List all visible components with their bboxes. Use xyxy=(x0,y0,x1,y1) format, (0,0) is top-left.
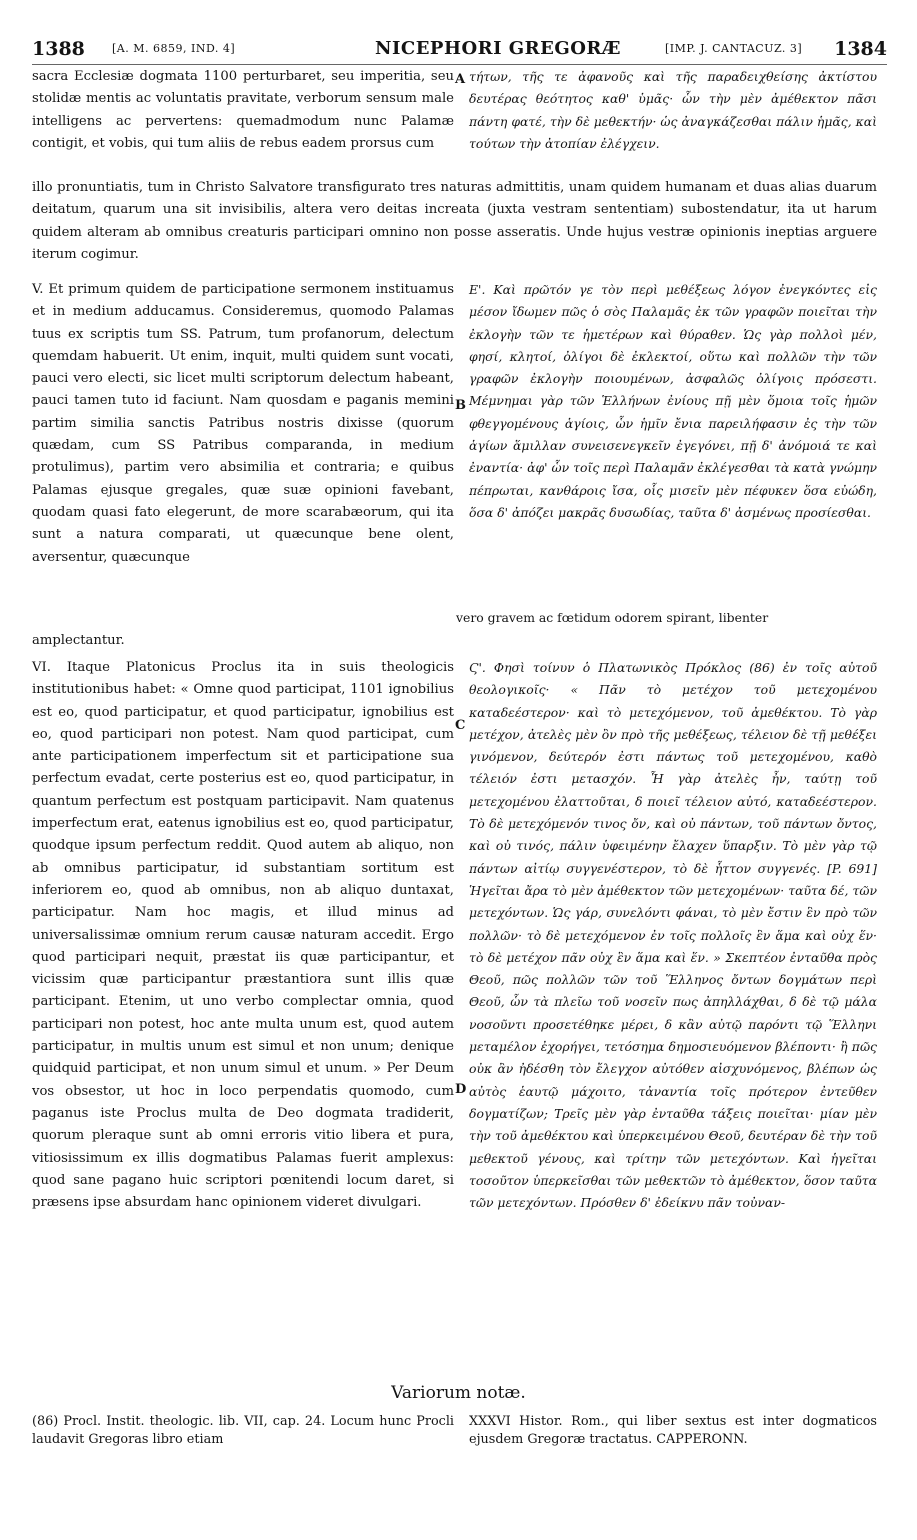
greek-paragraph-6: Ϛ'. Φησὶ τοίνυν ὁ Πλατωνικὸς Πρόκλος (86) ἐν τοῖς αὐτοῦ θεολογικοῖς· « Πᾶν τὸ μετέχον τοῦ μετεχομένου καταδεέστερον· καὶ τὸ μετεχόμενον, τοῦ ἀμεθέκτου. Τὸ γὰρ μετέχον, ἀτελὲς μὲν ὂν πρὸ τῆς μεθέξεως, τέλειον δὲ τῇ μεθέξει γινόμενον, δεύτερόν ἐστι πάντως τοῦ μετεχομένου, καθὸ τέλειόν ἐστι μετασχόν. Ἧ γὰρ ἀτελὲς ἦν, ταύτῃ τοῦ μετεχομένου ἐλαττοῦται, δ ποιεῖ τέλειον αὐτό, καταδεέστερον. Τὸ δὲ μετεχόμενόν τινος ὄν, καὶ οὐ πάντων, τοῦ πάντων ὄντος, καὶ οὐ τινός, πάλιν ὑφειμένην ἔλαχεν ὕπαρξιν. Τὸ μὲν γὰρ τῷ πάντων αἰτίῳ συγγενέστερον, τὸ δὲ ἧττον συγγενές. [P. 691] Ἡγεῖται ἄρα τὸ μὲν ἀμέθεκτον τῶν μετεχομένων· ταῦτα δέ, τῶν μετεχόντων. Ὡς γάρ, συνελόντι φάναι, τὸ μὲν ἔστιν ἓν πρὸ τῶν πολλῶν· τὸ δὲ μετεχόμενον ἐν τοῖς πολλοῖς ἓν ἅμα καὶ οὐχ ἕν· τὸ δὲ μετέχον πᾶν οὐχ ἓν ἅμα καὶ ἕν. » Σκεπτέον ἐνταῦθα πρὸς Θεοῦ, πῶς πολλῶν τῶν τοῦ Ἕλληνος ὄντων δογμάτων περὶ Θεοῦ, ὧν τὰ πλεῖω τοῦ νοσεῖν πως ἀπηλλάχθαι, δ δὲ τῷ μάλα νοσοῦντι προσετέθηκε μέρει, δ κἂν αὐτῷ παρόντι τῷ Ἕλληνι μεταμέλον ἐχορήγει, τετόσημα δημοσιευόμενον βλέποντι· ἢ πῶς οὐκ ἂν ἠδέσθη τὸν ἔλεγχον αὐτόθεν αἰσχυνόμενος, βλέπων ὡς αὐτὸς ἑαυτῷ μάχοιτο, τἀναντία τοῖς πρότερον ἐντεῦθεν δογματίζων; Τρεῖς μὲν γὰρ ἐνταῦθα τάξεις ποιεῖται· μίαν μὲν τὴν τοῦ ἀμεθέκτου καὶ ὑπερκειμένου Θεοῦ, δευτέραν δὲ τὴν τοῦ μεθεκτοῦ γένους, καὶ τρίτην τῶν μετεχόντων. Καὶ ἡγεῖται τοσοῦτον ὑπερκεῖσθαι τῶν μεθεκτῶν τὸ ἀμέθεκτον, ὅσον ταῦτα τῶν μετεχόντων. Πρόσθεν δ' ἐδείκνυ πᾶν τοὐναν- xyxy=(469,660,877,1211)
latin-paragraph: sacra Ecclesiæ dogmata 1100 perturbaret, seu imperitia, seu stolidæ mentis ac voluntatis pravitate, verborum sensum male intelligens ac pervertens: quemadmodum nunc Palamæ contigit, et vobis, qui tum aliis de rebus eadem prorsus cum xyxy=(32,69,454,151)
latin-section-5 xyxy=(32,279,454,569)
full-width-text xyxy=(32,177,877,266)
latin-column-top xyxy=(32,66,454,155)
margin-letter-b: B xyxy=(455,398,466,413)
greek-column-top xyxy=(469,66,877,155)
latin-paragraph-6: VI. Itaque Platonicus Proclus ita in suis theologicis institutionibus habet: « Omne quod participat, 1101 ignobilius est eo, quod participatur, et quod participatur, ignobilius est eo, quod participari non potest. Nam quod participat, cum ante participationem imperfectum sit et participatione sua perfectum evadat, certe posterius est eo, quod participatur, in quantum perfectum est postquam participavit. Nam quatenus imperfectum erat, eatenus ignobilius est eo, quod participatur, quodque ipsum perfectum reddit. Quod autem ab aliquo, non ab omnibus participatur, id substantiam sortitum est inferiorem eo, quod ab omnibus, non ab aliquo duntaxat, participatur. Nam hoc magis, et illud minus ad universalissimæ omnium rerum causæ naturam accedit. Ergo quod participari nequit, præstat iis quæ participantur, et vicissim quæ participantur præstantiora sunt illis quæ participant. Etenim, ut uno verbo complectar omnia, quod participari non potest, hoc ante multa unum est, quod autem participatur, in multis unum est simul et non unum; denique quidquid participat, et non unum simul et unum. » Per Deum vos obsestor, ut hoc in loco perpendatis quomodo, cum paganus iste Proclus multa de Deo dogmata tradiderit, quorum pleraque sunt ab omni erroris vitio libera et pura, vitiosissimum ex illis dogmatibus Palamas fuerit amplexus: quod sane pagano huic scriptori pœnitendi locum daret, si præsens ipse absurdam hanc opinionem videret divulgari. xyxy=(32,660,454,1211)
year-annotation-right: [IMP. J. CANTACUZ. 3] xyxy=(665,42,803,55)
page-number-left: 1388 xyxy=(32,38,85,60)
running-title: NICEPHORI GREGORÆ xyxy=(375,38,621,59)
greek-section-5 xyxy=(469,279,877,524)
note-right: XXXVI Histor. Rom., qui liber sextus est inter dogmaticos ejusdem Gregoræ tractatus. CAPPERONN. xyxy=(469,1414,877,1447)
greek-tail-line: vero gravem ac fœtidum odorem spirant, libenter xyxy=(456,610,769,625)
greek-section-6 xyxy=(469,657,877,1214)
header-rule xyxy=(32,64,887,65)
latin-paragraph-5: V. Et primum quidem de participatione sermonem instituamus et in medium adducamus. Consideremus, quomodo Palamas tuus ex scriptis tum SS. Patrum, tum profanorum, delectum quemdam habuerit. Ut enim, inquit, multi quidem sunt vocati, pauci vero electi, sic licet multi scriptorum delectum habeant, pauci tamen tuto id faciunt. Nam quosdam e paganis memini partim similia sanctis Patribus nostris dixisse (quorum quædam, cum SS Patribus comparanda, in medium protulimus), partim vero absimilia et contraria; e quibus Palamas ejusque gregales, quæ suæ opinioni favebant, quodam quasi fato elegerunt, de more scarabæorum, qui ita sunt a natura comparati, ut quæcunque bene olent, aversentur, quæcunque xyxy=(32,282,454,565)
margin-letter-a: A xyxy=(455,72,466,87)
latin-section-5-tail xyxy=(32,630,454,652)
latin-section-6 xyxy=(32,657,454,1214)
greek-paragraph-5: Ε'. Καὶ πρῶτόν γε τὸν περὶ μεθέξεως λόγον ἐνεγκόντες εἰς μέσον ἴδωμεν πῶς ὁ σὸς Παλαμᾶς ἐκ τῶν γραφῶν ποιεῖται τὴν ἐκλογὴν τῶν τε ἡμετέρων καὶ θύραθεν. Ὡς γὰρ πολλοὶ μέν, φησί, κλητοί, ὀλίγοι δὲ ἐκλεκτοί, οὕτω καὶ πολλῶν τὴν τῶν γραφῶν ἐκλογὴν ποιουμένων, ἀσφαλῶς ὀλίγοις πρόσεστι. Μέμνημαι γὰρ τῶν Ἑλλήνων ἐνίους πῇ μὲν ὅμοια τοῖς ἡμῶν φθεγγομένους ἁγίοις, ὧν ἡμῖν ἔνια παρειλήφασιν ἐς τὴν τῶν ἁγίων ἅμιλλαν συνεισενεγκεῖν ἐγεγόνει, πῇ δ' ἀνόμοιά τε καὶ ἐναντία· ἀφ' ὧν τοῖς περὶ Παλαμᾶν ἐκλέγεσθαι τὰ κατὰ γνώμην πέπρωται, κανθάροις ἴσα, οἷς μισεῖν μὲν πέφυκεν ὅσα εὐώδη, ὅσα δ' ἀπόζει μακρᾶς δυσωδίας, ταῦτα δ' ἀσμένως προσίεσθαι. xyxy=(469,282,877,520)
notes-title: Variorum notæ. xyxy=(391,1383,526,1403)
margin-letter-d: D xyxy=(455,1082,467,1097)
running-header xyxy=(32,38,887,64)
full-width-paragraph: illo pronuntiatis, tum in Christo Salvatore transfigurato tres naturas admittitis, unam quidem humanam et duas alias duarum deitatum, quarum una sit invisibilis, altera vero deitas increata (juxta vestram sententiam) subostendatur, ita ut harum quidem alteram ab omnibus creaturis participari omnino non posse asseratis. Unde hujus vestræ opinionis ineptias arguere iterum cogimur. xyxy=(32,180,877,262)
greek-paragraph: τήτων, τῆς τε ἀφανοῦς καὶ τῆς παραδειχθείσης ἀκτίστου δευτέρας θεότητος καθ' ὑμᾶς· ὧν τὴν μὲν ἀμέθεκτον πᾶσι πάντη φατέ, τὴν δὲ μεθεκτήν· ὡς ἀναγκάζεσθαι πάλιν ἡμᾶς, καὶ τούτων τὴν ἀτοπίαν ἐλέγχειν. xyxy=(469,69,877,151)
note-left: (86) Procl. Instit. theologic. lib. VII, cap. 24. Locum hunc Procli laudavit Gregoras libro etiam xyxy=(32,1414,454,1447)
page-number-right: 1384 xyxy=(834,38,887,60)
greek-section-5-tail xyxy=(456,607,877,629)
margin-letter-c: C xyxy=(455,718,466,733)
year-annotation-left: [A. M. 6859, IND. 4] xyxy=(112,42,236,55)
latin-tail-line: amplectantur. xyxy=(32,633,125,648)
